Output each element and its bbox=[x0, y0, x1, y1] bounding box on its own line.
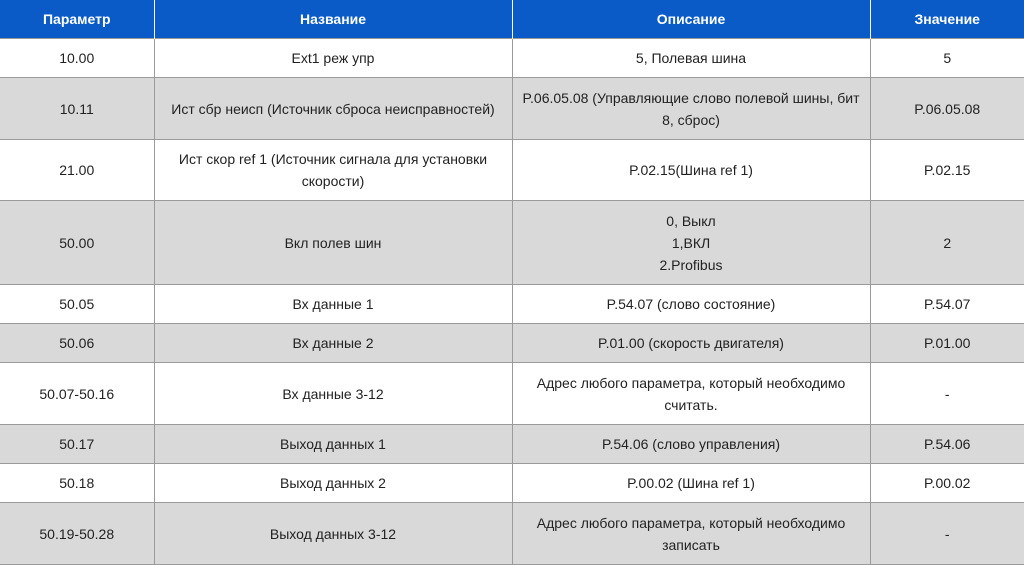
cell-description: P.54.07 (слово состояние) bbox=[512, 285, 870, 324]
cell-value: 5 bbox=[870, 39, 1024, 78]
cell-value: P.54.06 bbox=[870, 425, 1024, 464]
cell-param: 50.00 bbox=[0, 201, 154, 285]
header-param: Параметр bbox=[0, 0, 154, 39]
cell-param: 10.00 bbox=[0, 39, 154, 78]
cell-param: 50.17 bbox=[0, 425, 154, 464]
cell-param: 50.05 bbox=[0, 285, 154, 324]
cell-param: 21.00 bbox=[0, 140, 154, 201]
cell-param: 50.07-50.16 bbox=[0, 363, 154, 425]
header-value: Значение bbox=[870, 0, 1024, 39]
cell-name: Вх данные 3-12 bbox=[154, 363, 512, 425]
table-row bbox=[0, 140, 1024, 201]
cell-description: P.00.02 (Шина ref 1) bbox=[512, 464, 870, 503]
description-line: 1,ВКЛ bbox=[671, 234, 711, 251]
table-row bbox=[0, 363, 1024, 425]
cell-value: - bbox=[870, 363, 1024, 425]
cell-description: Адрес любого параметра, который необходимо записать bbox=[512, 503, 870, 565]
table-row bbox=[0, 324, 1024, 363]
table-row bbox=[0, 464, 1024, 503]
table-row bbox=[0, 285, 1024, 324]
cell-value: P.06.05.08 bbox=[870, 78, 1024, 140]
description-line: 0, Выкл bbox=[666, 212, 716, 229]
table-row bbox=[0, 503, 1024, 565]
header-name: Название bbox=[154, 0, 512, 39]
cell-value: - bbox=[870, 503, 1024, 565]
cell-param: 10.11 bbox=[0, 78, 154, 140]
header-description: Описание bbox=[512, 0, 870, 39]
cell-name: Выход данных 2 bbox=[154, 464, 512, 503]
description-line: 2.Profibus bbox=[659, 256, 723, 273]
cell-name: Ext1 реж упр bbox=[154, 39, 512, 78]
table-row bbox=[0, 39, 1024, 78]
table-row bbox=[0, 425, 1024, 464]
cell-description: 5, Полевая шина bbox=[512, 39, 870, 78]
cell-value: P.54.07 bbox=[870, 285, 1024, 324]
cell-name: Вх данные 1 bbox=[154, 285, 512, 324]
cell-value: 2 bbox=[870, 201, 1024, 285]
cell-name: Вкл полев шин bbox=[154, 201, 512, 285]
cell-name: Вх данные 2 bbox=[154, 324, 512, 363]
cell-description: P.01.00 (скорость двигателя) bbox=[512, 324, 870, 363]
cell-name: Ист сбр неисп (Источник сброса неисправностей) bbox=[154, 78, 512, 140]
cell-description: P.54.06 (слово управления) bbox=[512, 425, 870, 464]
cell-description: P.06.05.08 (Управляющие слово полевой шины, бит 8, сброс) bbox=[512, 78, 870, 140]
header-row bbox=[0, 0, 1024, 39]
table-row bbox=[0, 201, 1024, 285]
cell-name: Ист скор ref 1 (Источник сигнала для установки скорости) bbox=[154, 140, 512, 201]
cell-name: Выход данных 1 bbox=[154, 425, 512, 464]
cell-value: P.01.00 bbox=[870, 324, 1024, 363]
cell-description bbox=[512, 201, 870, 285]
cell-param: 50.19-50.28 bbox=[0, 503, 154, 565]
cell-param: 50.06 bbox=[0, 324, 154, 363]
cell-name: Выход данных 3-12 bbox=[154, 503, 512, 565]
cell-description: Адрес любого параметра, который необходимо считать. bbox=[512, 363, 870, 425]
cell-description: P.02.15(Шина ref 1) bbox=[512, 140, 870, 201]
cell-value: P.00.02 bbox=[870, 464, 1024, 503]
cell-value: P.02.15 bbox=[870, 140, 1024, 201]
table-row bbox=[0, 78, 1024, 140]
cell-param: 50.18 bbox=[0, 464, 154, 503]
